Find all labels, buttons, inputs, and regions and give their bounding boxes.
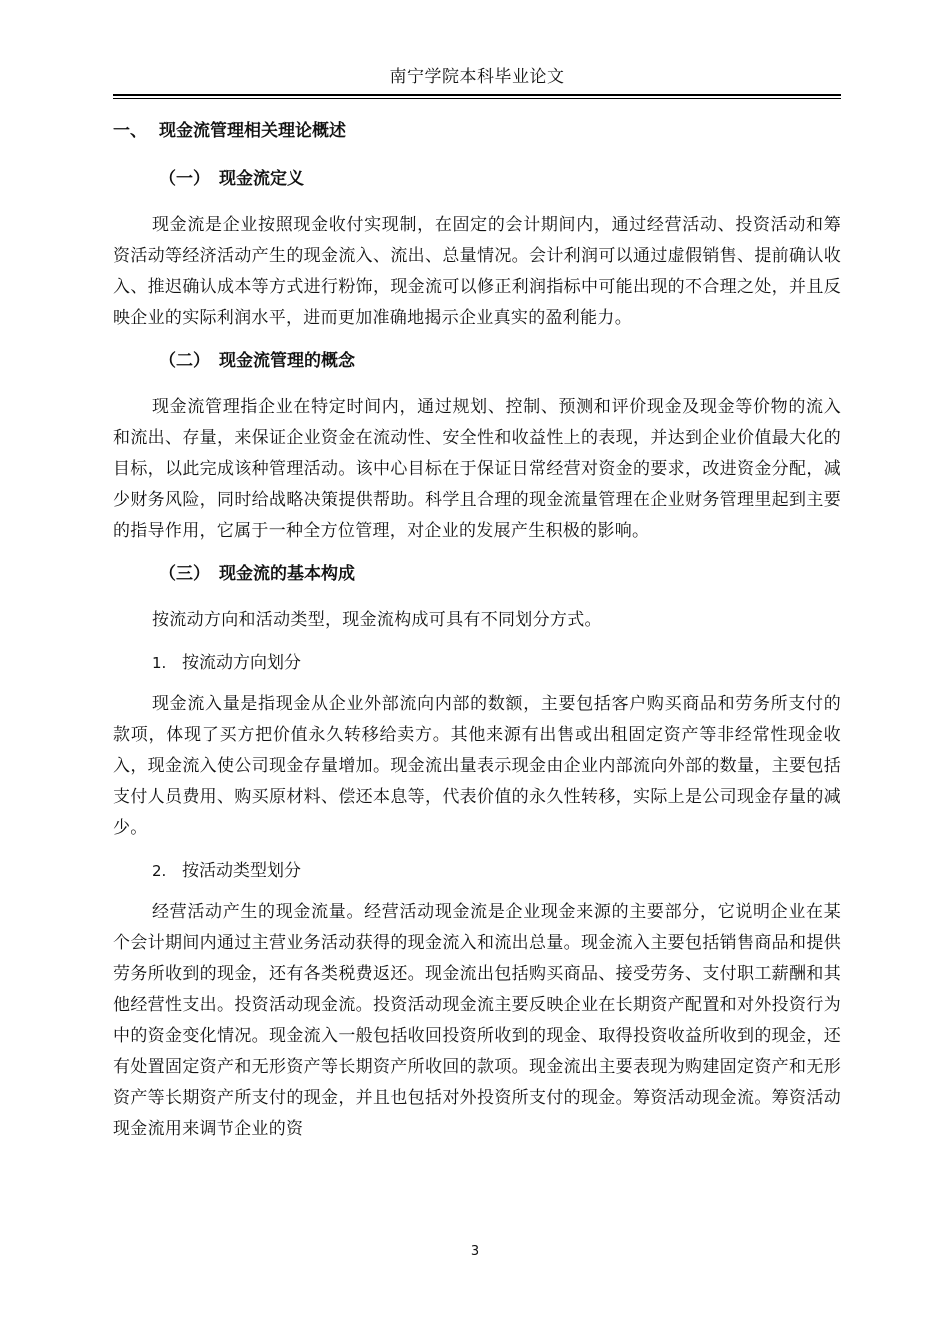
paragraph-flow-direction: 现金流入量是指现金从企业外部流向内部的数额，主要包括客户购买商品和劳务所支付的款项，体现了买方把价值永久转移给卖方。其他来源有出售或出租固定资产等非经常性现金收入，现金流入使公司现金存量增加。现金流出量表示现金由企业内部流向外部的数量，主要包括支付人员费用、购买原材料、偿还本息等，代表价值的永久性转移，实际上是公司现金存量的减少。 — [113, 694, 841, 838]
subsection-title: 现金流定义 — [219, 169, 304, 189]
subsection-title: 现金流的基本构成 — [219, 564, 355, 584]
item-title: 按流动方向划分 — [182, 653, 301, 673]
header-rule — [113, 94, 841, 96]
item-title: 按活动类型划分 — [182, 861, 301, 881]
item-number: 1. — [152, 654, 167, 672]
paragraph-cashflow-management: 现金流管理指企业在特定时间内，通过规划、控制、预测和评价现金及现金等价物的流入和流出、存量，来保证企业资金在流动性、安全性和收益性上的表现，并达到企业价值最大化的目标，以此完成该种管理活动。该中心目标在于保证日常经营对资金的要求，改进资金分配，减少财务风险，同时给战略决策提供帮助。科学且合理的现金流量管理在企业财务管理里起到主要的指导作用，它属于一种全方位管理，对企业的发展产生积极的影响。 — [113, 397, 841, 541]
subsection-heading-2 — [113, 341, 841, 382]
subsection-number: （一） — [159, 169, 210, 189]
item-heading-2 — [113, 856, 841, 887]
section-heading — [113, 111, 841, 152]
subsection-heading-3 — [113, 554, 841, 595]
page-body — [113, 111, 841, 1145]
paragraph-composition-intro: 按流动方向和活动类型，现金流构成可具有不同划分方式。 — [152, 610, 602, 630]
header-rule-thin — [113, 98, 841, 99]
subsection-number: （二） — [159, 351, 210, 371]
running-header: 南宁学院本科毕业论文 — [389, 67, 565, 87]
subsection-title: 现金流管理的概念 — [219, 351, 355, 371]
paragraph-cashflow-definition: 现金流是企业按照现金收付实现制，在固定的会计期间内，通过经营活动、投资活动和筹资活动等经济活动产生的现金流入、流出、总量情况。会计利润可以通过虚假销售、提前确认收入、推迟确认成本等方式进行粉饰，现金流可以修正利润指标中可能出现的不合理之处，并且反映企业的实际利润水平，进而更加准确地揭示企业真实的盈利能力。 — [113, 215, 841, 328]
section-number: 一、 — [113, 121, 147, 141]
item-heading-1 — [113, 648, 841, 679]
subsection-number: （三） — [159, 564, 210, 584]
paragraph-activity-type: 经营活动产生的现金流量。经营活动现金流是企业现金来源的主要部分，它说明企业在某个会计期间内通过主营业务活动获得的现金流入和流出总量。现金流入主要包括销售商品和提供劳务所收到的现金，还有各类税费返还。现金流出包括购买商品、接受劳务、支付职工薪酬和其他经营性支出。投资活动现金流。投资活动现金流主要反映企业在长期资产配置和对外投资行为中的资金变化情况。现金流入一般包括收回投资所收到的现金、取得投资收益所收到的现金，还有处置固定资产和无形资产等长期资产所收回的款项。现金流出主要表现为购建固定资产和无形资产等长期资产所支付的现金，并且也包括对外投资所支付的现金。筹资活动现金流。筹资活动现金流用来调节企业的资 — [113, 902, 841, 1139]
item-number: 2. — [152, 862, 167, 880]
subsection-heading-1 — [113, 159, 841, 200]
page-number: 3 — [470, 1244, 480, 1259]
section-title: 现金流管理相关理论概述 — [159, 121, 346, 141]
